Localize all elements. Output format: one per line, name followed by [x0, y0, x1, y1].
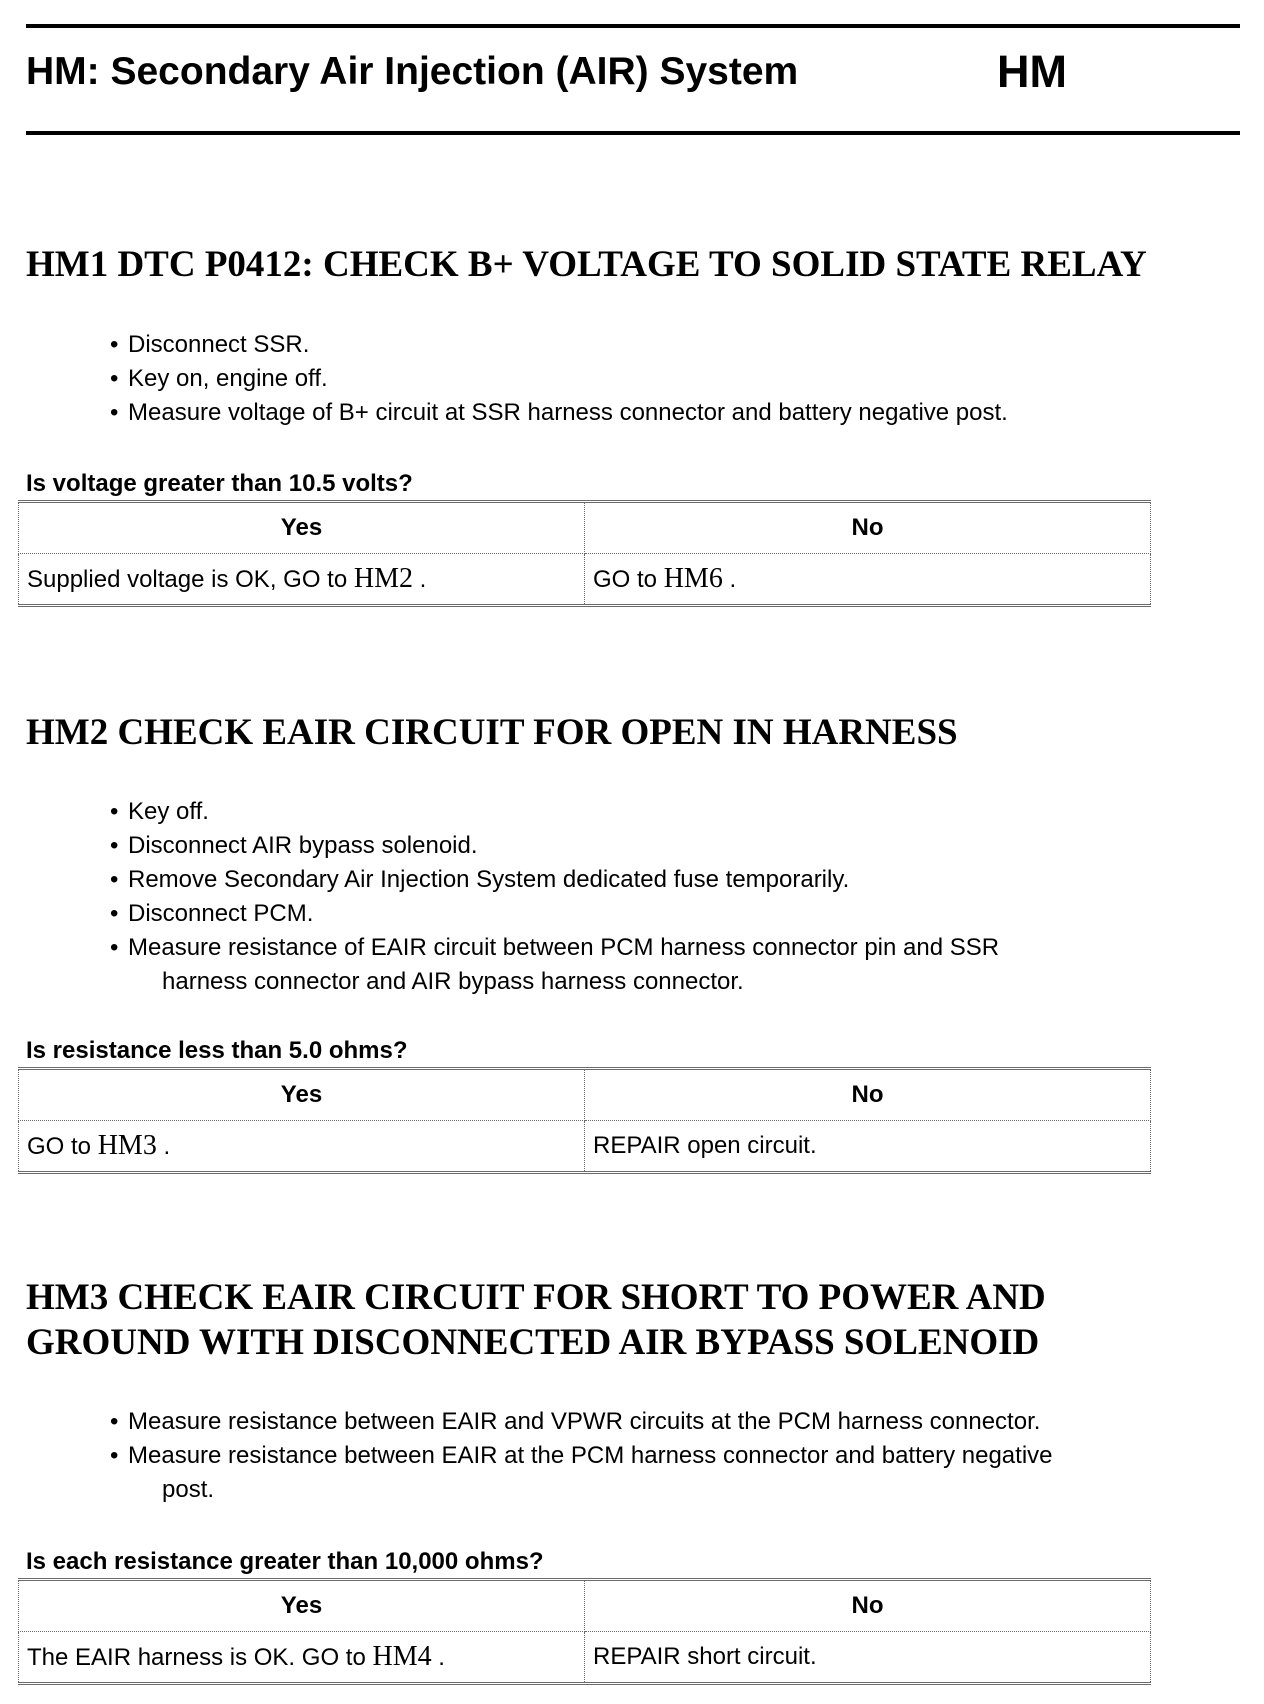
yes-ref-link[interactable]: HM2: [353, 563, 413, 594]
section-code: HM: [997, 46, 1067, 97]
step-text: Measure resistance of EAIR circuit between PCM harness connector pin and SSR: [128, 934, 1000, 961]
no-ref-link[interactable]: HM6: [663, 563, 723, 594]
table-header-row: [19, 502, 1151, 554]
step-item: • Key on, engine off.: [110, 362, 1230, 396]
yes-text: The EAIR harness is OK. GO to: [27, 1644, 366, 1671]
no-cell: GO to HM6 .: [585, 554, 1151, 606]
step-item: • Measure resistance between EAIR and VPWR circuits at the PCM harness connector.: [110, 1405, 1230, 1439]
step-item: • Remove Secondary Air Injection System dedicated fuse temporarily.: [110, 863, 1230, 897]
yes-ref-link[interactable]: HM4: [372, 1641, 432, 1672]
step-item: [110, 1439, 1230, 1507]
step-text-continued: harness connector and AIR bypass harness connector.: [162, 968, 744, 995]
yes-header: Yes: [19, 502, 585, 554]
section-heading-line: HM3 CHECK EAIR CIRCUIT FOR SHORT TO POWER AND: [26, 1277, 1046, 1318]
steps-list-hm3: [110, 1405, 1230, 1507]
step-item: • Disconnect SSR.: [110, 328, 1230, 362]
question-hm2: Is resistance less than 5.0 ohms?: [26, 1037, 408, 1064]
yes-ref-link[interactable]: HM3: [97, 1130, 157, 1161]
section-heading-hm3: [26, 1275, 1046, 1365]
no-header: No: [585, 502, 1151, 554]
section-heading-hm2: HM2 CHECK EAIR CIRCUIT FOR OPEN IN HARNESS: [26, 712, 958, 753]
no-text: GO to: [593, 566, 658, 593]
step-item: • Key off.: [110, 795, 1230, 829]
step-item: • Measure voltage of B+ circuit at SSR harness connector and battery negative post.: [110, 396, 1230, 430]
section-heading-hm1: HM1 DTC P0412: CHECK B+ VOLTAGE TO SOLID STATE RELAY: [26, 244, 1147, 285]
yes-text: Supplied voltage is OK, GO to: [27, 566, 348, 593]
section-heading-line: GROUND WITH DISCONNECTED AIR BYPASS SOLENOID: [26, 1322, 1040, 1363]
document-title: HM: Secondary Air Injection (AIR) System: [26, 50, 799, 93]
steps-list-hm2: [110, 795, 1230, 999]
table-header-row: [19, 1069, 1151, 1121]
table-header-row: [19, 1580, 1151, 1632]
table-row: [19, 1632, 1151, 1684]
no-cell: REPAIR open circuit.: [585, 1121, 1151, 1173]
yes-text: GO to: [27, 1133, 92, 1160]
decision-table-hm1: [18, 500, 1151, 607]
yes-cell: GO to HM3 .: [19, 1121, 585, 1173]
step-text-continued: post.: [162, 1476, 215, 1503]
table-row: [19, 554, 1151, 606]
no-cell: REPAIR short circuit.: [585, 1632, 1151, 1684]
table-row: [19, 1121, 1151, 1173]
yes-cell: Supplied voltage is OK, GO to HM2 .: [19, 554, 585, 606]
steps-list-hm1: [110, 328, 1230, 430]
yes-cell: The EAIR harness is OK. GO to HM4 .: [19, 1632, 585, 1684]
header-rule-bottom: [26, 131, 1240, 135]
decision-table-hm3: [18, 1578, 1151, 1685]
step-text: Measure resistance between EAIR at the PCM harness connector and battery negative: [128, 1442, 1053, 1469]
yes-header: Yes: [19, 1580, 585, 1632]
no-header: No: [585, 1580, 1151, 1632]
question-hm3: Is each resistance greater than 10,000 ohms?: [26, 1548, 544, 1575]
step-item: [110, 931, 1230, 999]
yes-header: Yes: [19, 1069, 585, 1121]
header-rule-top: [26, 24, 1240, 28]
no-header: No: [585, 1069, 1151, 1121]
question-hm1: Is voltage greater than 10.5 volts?: [26, 470, 413, 497]
decision-table-hm2: [18, 1067, 1151, 1174]
step-item: • Disconnect AIR bypass solenoid.: [110, 829, 1230, 863]
step-item: • Disconnect PCM.: [110, 897, 1230, 931]
